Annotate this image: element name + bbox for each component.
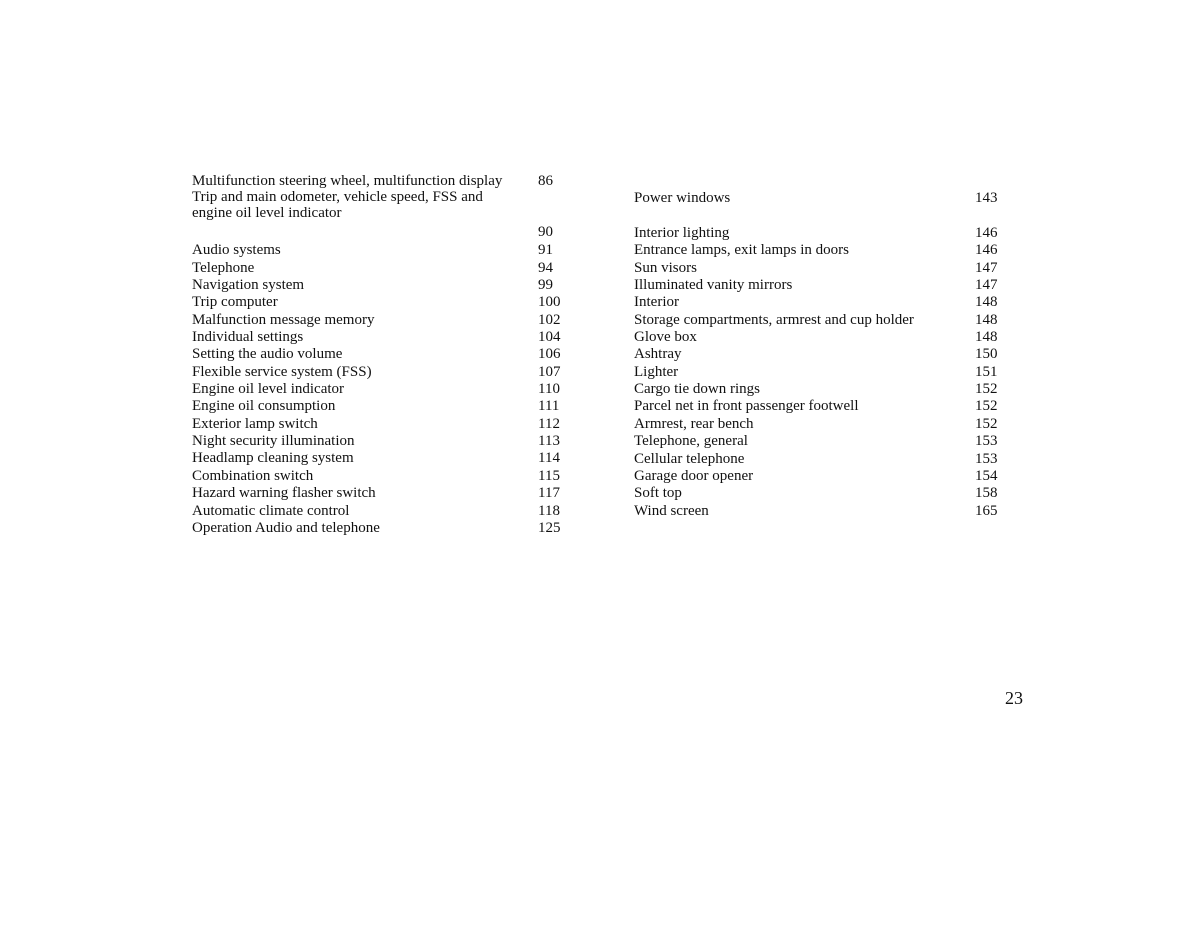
- toc-entry-label: Ashtray: [634, 346, 682, 363]
- toc-right-column: [634, 173, 1014, 520]
- toc-entry-page: 117: [538, 485, 560, 502]
- toc-entry-label: Individual settings: [192, 329, 304, 346]
- toc-entry-page: 125: [538, 519, 561, 536]
- toc-entry-page: 148: [975, 294, 998, 311]
- toc-entry[interactable]: [192, 520, 572, 537]
- toc-spacer: [634, 173, 1014, 190]
- toc-entry[interactable]: [192, 485, 572, 502]
- toc-entry[interactable]: [192, 398, 572, 415]
- toc-entry-label: Trip computer: [192, 294, 278, 311]
- toc-entry-page: 99: [538, 277, 553, 294]
- toc-entry[interactable]: [634, 433, 1014, 450]
- toc-entry-page: 154: [975, 467, 998, 484]
- toc-entry-label: Multifunction steering wheel, multifunction display: [192, 173, 503, 189]
- toc-entry-page: 146: [975, 225, 998, 242]
- toc-entry-page: 106: [538, 346, 561, 363]
- toc-entry-label: Garage door opener: [634, 467, 754, 484]
- toc-entry[interactable]: [192, 468, 572, 485]
- toc-entry-page: 147: [975, 277, 998, 294]
- toc-entry[interactable]: [192, 416, 572, 433]
- toc-entry-label: Navigation system: [192, 277, 305, 294]
- toc-entry[interactable]: [192, 312, 572, 329]
- toc-entry-label: Exterior lamp switch: [192, 415, 318, 432]
- toc-spacer: [634, 208, 1014, 225]
- toc-entry-label: Night security illumination: [192, 433, 355, 450]
- toc-entry-page: 165: [975, 502, 998, 519]
- toc-entry[interactable]: [192, 242, 572, 259]
- toc-entry-page: 158: [975, 485, 998, 502]
- toc-entry-page: 152: [975, 398, 998, 415]
- toc-entry[interactable]: [192, 433, 572, 450]
- toc-entry[interactable]: [192, 260, 572, 277]
- toc-entry-label: Soft top: [634, 485, 682, 502]
- toc-entry[interactable]: [634, 398, 1014, 415]
- toc-entry-page: 143: [975, 190, 998, 207]
- toc-entry-label: Engine oil consumption: [192, 398, 336, 415]
- toc-entry[interactable]: [634, 381, 1014, 398]
- toc-entry[interactable]: [192, 190, 572, 242]
- toc-entry-label: Operation Audio and telephone: [192, 519, 380, 536]
- toc-entry-page: 118: [538, 502, 560, 519]
- toc-entry[interactable]: [192, 364, 572, 381]
- toc-entry-label: Setting the audio volume: [192, 346, 343, 363]
- toc-entry-page: 111: [538, 398, 560, 415]
- toc-entry-page: 150: [975, 346, 998, 363]
- toc-entry-page: 90: [538, 224, 553, 241]
- toc-entry[interactable]: [634, 190, 1014, 207]
- toc-entry-page: 153: [975, 450, 998, 467]
- toc-entry-label: Cargo tie down rings: [634, 381, 760, 398]
- toc-entry-page: 110: [538, 381, 560, 398]
- toc-entry-label: Interior lighting: [634, 225, 730, 242]
- toc-entry[interactable]: [192, 503, 572, 520]
- toc-entry[interactable]: [634, 503, 1014, 520]
- toc-entry-label: Parcel net in front passenger footwell: [634, 398, 859, 415]
- toc-entry-page: 146: [975, 242, 998, 259]
- toc-entry[interactable]: [192, 173, 572, 190]
- toc-entry[interactable]: [634, 416, 1014, 433]
- toc-entry-page: 148: [975, 329, 998, 346]
- toc-entry-page: 107: [538, 363, 561, 380]
- toc-entry-label: Entrance lamps, exit lamps in doors: [634, 242, 849, 259]
- toc-entry-label: Storage compartments, armrest and cup holder: [634, 311, 914, 328]
- toc-entry-page: 147: [975, 259, 998, 276]
- toc-entry[interactable]: [634, 225, 1014, 242]
- toc-entry-label: Trip and main odometer, vehicle speed, FSS and engine oil level indicator: [192, 189, 483, 221]
- toc-entry-label: Wind screen: [634, 502, 709, 519]
- toc-entry-label: Combination switch: [192, 467, 314, 484]
- toc-entry[interactable]: [192, 450, 572, 467]
- toc-entry-page: 113: [538, 433, 560, 450]
- toc-entry-page: 115: [538, 467, 560, 484]
- toc-entry-page: 114: [538, 450, 560, 467]
- toc-entry-label: Interior: [634, 294, 679, 311]
- toc-entry-label: Headlamp cleaning system: [192, 450, 354, 467]
- toc-entry-page: 94: [538, 259, 553, 276]
- toc-entry-page: 148: [975, 311, 998, 328]
- toc-entry[interactable]: [192, 381, 572, 398]
- toc-entry[interactable]: [634, 294, 1014, 311]
- toc-entry-label: Illuminated vanity mirrors: [634, 277, 793, 294]
- toc-entry-label: Telephone, general: [634, 433, 748, 450]
- toc-entry-label: Glove box: [634, 329, 697, 346]
- toc-entry-page: 102: [538, 311, 561, 328]
- toc-entry-page: 153: [975, 433, 998, 450]
- toc-entry-page: 86: [538, 173, 553, 189]
- toc-entry-label: Sun visors: [634, 259, 697, 276]
- toc-entry[interactable]: [192, 346, 572, 363]
- page-number: 23: [1005, 688, 1023, 708]
- toc-entry-label: Lighter: [634, 363, 679, 380]
- toc-entry-label: Automatic climate control: [192, 502, 350, 519]
- toc-entry-page: 152: [975, 415, 998, 432]
- toc-entry[interactable]: [634, 277, 1014, 294]
- toc-entry-label: Cellular telephone: [634, 450, 745, 467]
- toc-entry-page: 91: [538, 242, 553, 259]
- toc-entry-page: 152: [975, 381, 998, 398]
- toc-entry[interactable]: [192, 294, 572, 311]
- toc-entry-label: Flexible service system (FSS): [192, 363, 372, 380]
- toc-entry-page: 151: [975, 363, 998, 380]
- toc-entry[interactable]: [634, 346, 1014, 363]
- toc-entry-page: 100: [538, 294, 561, 311]
- toc-entry-label: Engine oil level indicator: [192, 381, 345, 398]
- toc-entry[interactable]: [192, 329, 572, 346]
- toc-entry-label: Power windows: [634, 190, 731, 207]
- toc-entry-label: Audio systems: [192, 242, 281, 259]
- toc-entry[interactable]: [634, 364, 1014, 381]
- toc-entry[interactable]: [634, 451, 1014, 468]
- toc-entry[interactable]: [634, 485, 1014, 502]
- toc-entry-label: Malfunction message memory: [192, 311, 375, 328]
- toc-entry[interactable]: [634, 312, 1014, 329]
- toc-entry-page: 112: [538, 415, 560, 432]
- toc-entry[interactable]: [634, 468, 1014, 485]
- toc-entry-label: Armrest, rear bench: [634, 415, 754, 432]
- toc-entry-label: Hazard warning flasher switch: [192, 485, 376, 502]
- toc-left-column: [192, 173, 572, 537]
- toc-entry[interactable]: [192, 277, 572, 294]
- toc-entry-label: Telephone: [192, 259, 255, 276]
- toc-entry[interactable]: [634, 329, 1014, 346]
- toc-entry[interactable]: [634, 242, 1014, 259]
- toc-entry[interactable]: [634, 260, 1014, 277]
- toc-entry-page: 104: [538, 329, 561, 346]
